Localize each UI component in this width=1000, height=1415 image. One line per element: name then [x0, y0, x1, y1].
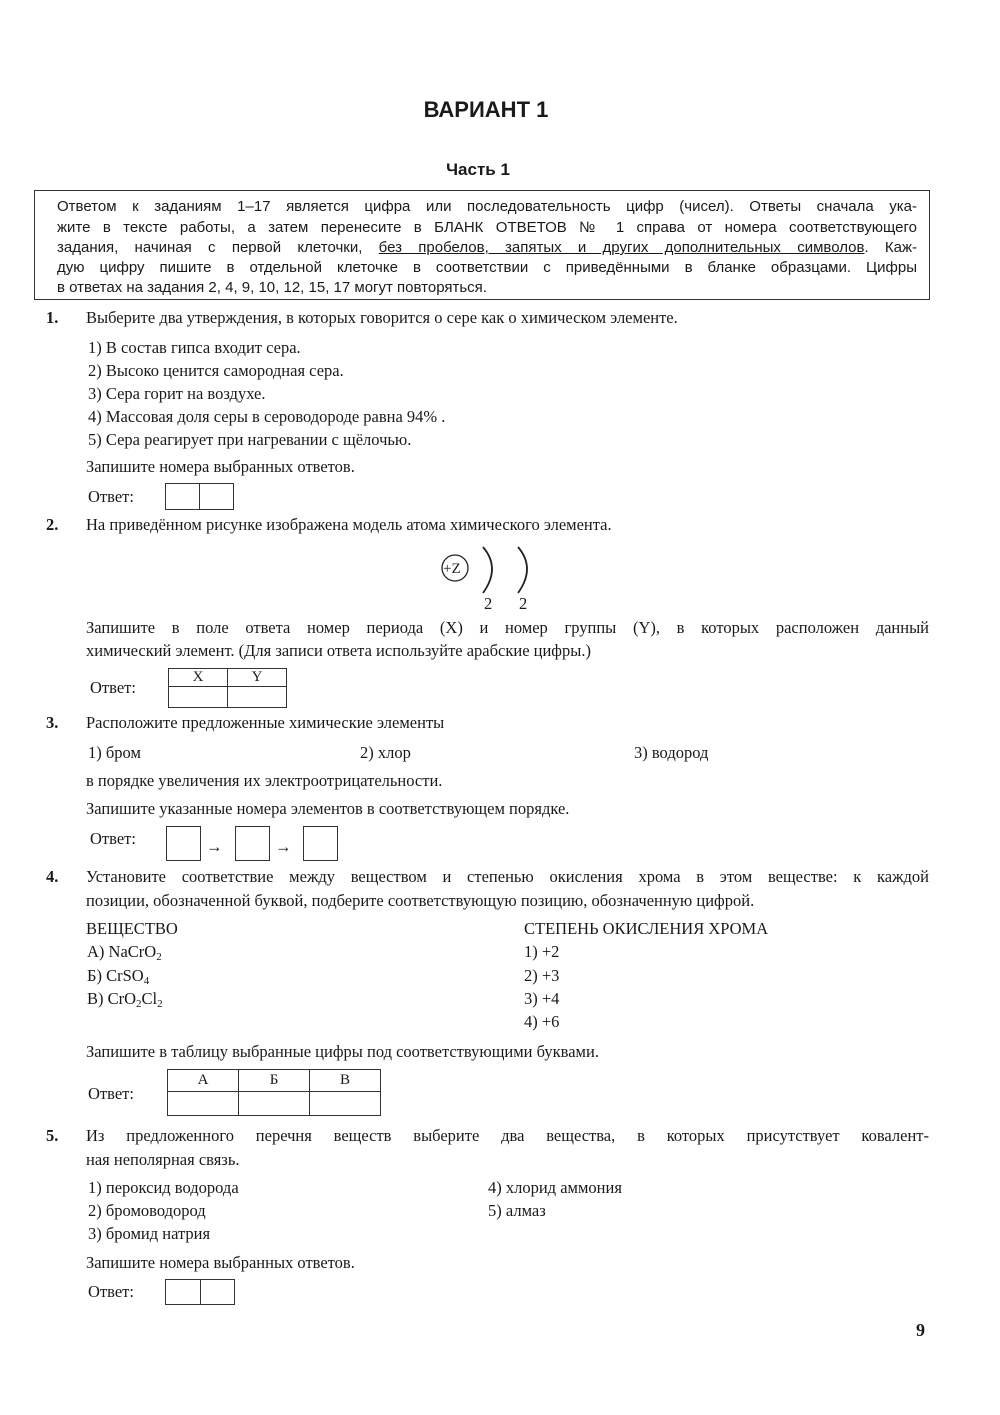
question-text: в порядке увеличения их электроотрицательности.	[86, 771, 443, 790]
formula: CrO	[107, 989, 137, 1008]
column-header: СТЕПЕНЬ ОКИСЛЕНИЯ ХРОМА	[524, 919, 769, 938]
subscript: 2	[136, 998, 142, 1010]
oxidation-state: 3) +4	[524, 989, 560, 1008]
answer-label: Ответ:	[88, 1282, 134, 1301]
question-text: позиции, обозначенной буквой, подберите соответствующую позицию, обозначенную цифрой.	[86, 891, 755, 910]
page-number: 9	[916, 1320, 925, 1340]
option: 1) бром	[88, 743, 141, 762]
instructions-line: дую цифру пишите в отдельной клеточке в соответствии с приведёнными в бланке образцами. Цифры	[57, 259, 917, 276]
header-b: Б	[239, 1070, 310, 1092]
question-text: ная неполярная связь.	[86, 1150, 240, 1169]
option: 4) Массовая доля серы в сероводороде равна 94% .	[88, 407, 446, 426]
answer-cells[interactable]	[165, 483, 234, 510]
formula: CrSO	[106, 966, 144, 985]
formula: NaCrO	[108, 942, 157, 961]
prompt: Запишите указанные номера элементов в соответствующем порядке.	[86, 799, 570, 818]
shell-electrons: 2	[519, 594, 528, 613]
instructions-underlined: без пробелов, запятых и других дополнительных символов	[378, 239, 865, 256]
column-header: ВЕЩЕСТВО	[86, 919, 178, 938]
instructions-text: задания, начиная с первой клеточки,	[57, 239, 379, 256]
option: 2) Высоко ценится самородная сера.	[88, 361, 344, 380]
instructions-line: Ответом к заданиям 1–17 является цифра или последовательность цифр (чисел). Ответы сначала ука-	[57, 198, 917, 215]
subscript: 2	[157, 998, 163, 1010]
option: 1) пероксид водорода	[88, 1178, 239, 1197]
question-text: Выберите два утверждения, в которых говорится о сере как о химическом элементе.	[86, 308, 678, 327]
substance-label: Б)	[87, 966, 102, 985]
option: 2) бромоводород	[88, 1201, 206, 1220]
oxidation-state: 2) +3	[524, 966, 560, 985]
question-text: Установите соответствие между веществом и степенью окисления хрома в этом веществе: к каждой	[86, 867, 929, 886]
header-x: X	[169, 669, 228, 687]
header-y: Y	[228, 669, 287, 687]
answer-cell[interactable]	[168, 1092, 239, 1116]
answer-cell[interactable]	[201, 1280, 234, 1304]
shell-electrons: 2	[484, 594, 493, 613]
nucleus-label: +Z	[443, 561, 461, 577]
answer-cell[interactable]	[310, 1092, 381, 1116]
answer-label: Ответ:	[88, 487, 134, 506]
question-number: 3.	[46, 713, 59, 732]
arrow-icon: →	[275, 837, 292, 856]
instructions-line	[57, 238, 917, 258]
option: 3) бромид натрия	[88, 1224, 211, 1243]
question-text: На приведённом рисунке изображена модель атома химического элемента.	[86, 515, 612, 534]
answer-cell[interactable]	[228, 687, 287, 708]
subscript: 2	[156, 951, 162, 963]
arrow-icon: →	[206, 837, 223, 856]
option: 3) водород	[634, 743, 709, 762]
substance-label: В)	[87, 989, 104, 1008]
answer-cell[interactable]	[166, 1280, 201, 1304]
prompt: Запишите в таблицу выбранные цифры под соответствующими буквами.	[86, 1042, 599, 1061]
formula: Cl	[141, 989, 158, 1008]
answer-cell[interactable]	[235, 826, 270, 861]
part-heading: Часть 1	[446, 160, 510, 179]
answer-cell[interactable]	[200, 484, 233, 509]
instructions-line: жите в тексте работы, а затем перенесите в БЛАНК ОТВЕТОВ № 1 справа от номера соответствующего	[57, 219, 917, 236]
prompt: Запишите в поле ответа номер периода (X) и номер группы (Y), в которых расположен данный	[86, 618, 929, 637]
substance	[87, 966, 149, 986]
question-number: 2.	[46, 515, 59, 534]
answer-cell[interactable]	[239, 1092, 310, 1116]
instructions-text: . Каж-	[864, 239, 917, 256]
option: 1) В состав гипса входит сера.	[88, 338, 301, 357]
question-text: Из предложенного перечня веществ выберите два вещества, в которых присутствует ковалент-	[86, 1126, 929, 1145]
answer-label: Ответ:	[88, 1084, 134, 1103]
answer-cell[interactable]	[166, 484, 200, 509]
option: 5) алмаз	[488, 1201, 546, 1220]
question-number: 4.	[46, 867, 59, 886]
question-text: Расположите предложенные химические элементы	[86, 713, 445, 732]
electron-shell-2	[518, 547, 527, 593]
instructions-box	[34, 190, 930, 300]
substance-label: А)	[87, 942, 105, 961]
substance	[87, 942, 162, 962]
option: 5) Сера реагирует при нагревании с щёлочью.	[88, 430, 412, 449]
answer-table[interactable]	[168, 668, 287, 708]
substance	[87, 989, 163, 1009]
oxidation-state: 1) +2	[524, 942, 560, 961]
answer-cell[interactable]	[169, 687, 228, 708]
option: 3) Сера горит на воздухе.	[88, 384, 266, 403]
answer-label: Ответ:	[90, 829, 136, 848]
electron-shell-1	[483, 547, 492, 593]
oxidation-state: 4) +6	[524, 1012, 560, 1031]
instructions-line: в ответах на задания 2, 4, 9, 10, 12, 15, 17 могут повторяться.	[57, 279, 487, 296]
page-title: ВАРИАНТ 1	[423, 97, 549, 122]
answer-cell[interactable]	[303, 826, 338, 861]
subscript: 4	[143, 975, 150, 987]
option: 2) хлор	[360, 743, 411, 762]
question-number: 5.	[46, 1126, 59, 1145]
prompt: химический элемент. (Для записи ответа используйте арабские цифры.)	[86, 641, 591, 660]
prompt: Запишите номера выбранных ответов.	[86, 1253, 355, 1272]
answer-cells[interactable]	[165, 1279, 235, 1305]
answer-table[interactable]	[167, 1069, 381, 1116]
answer-cell[interactable]	[166, 826, 201, 861]
answer-label: Ответ:	[90, 678, 136, 697]
prompt: Запишите номера выбранных ответов.	[86, 457, 355, 476]
header-a: А	[168, 1070, 239, 1092]
header-v: В	[310, 1070, 381, 1092]
question-number: 1.	[46, 308, 59, 327]
option: 4) хлорид аммония	[488, 1178, 622, 1197]
